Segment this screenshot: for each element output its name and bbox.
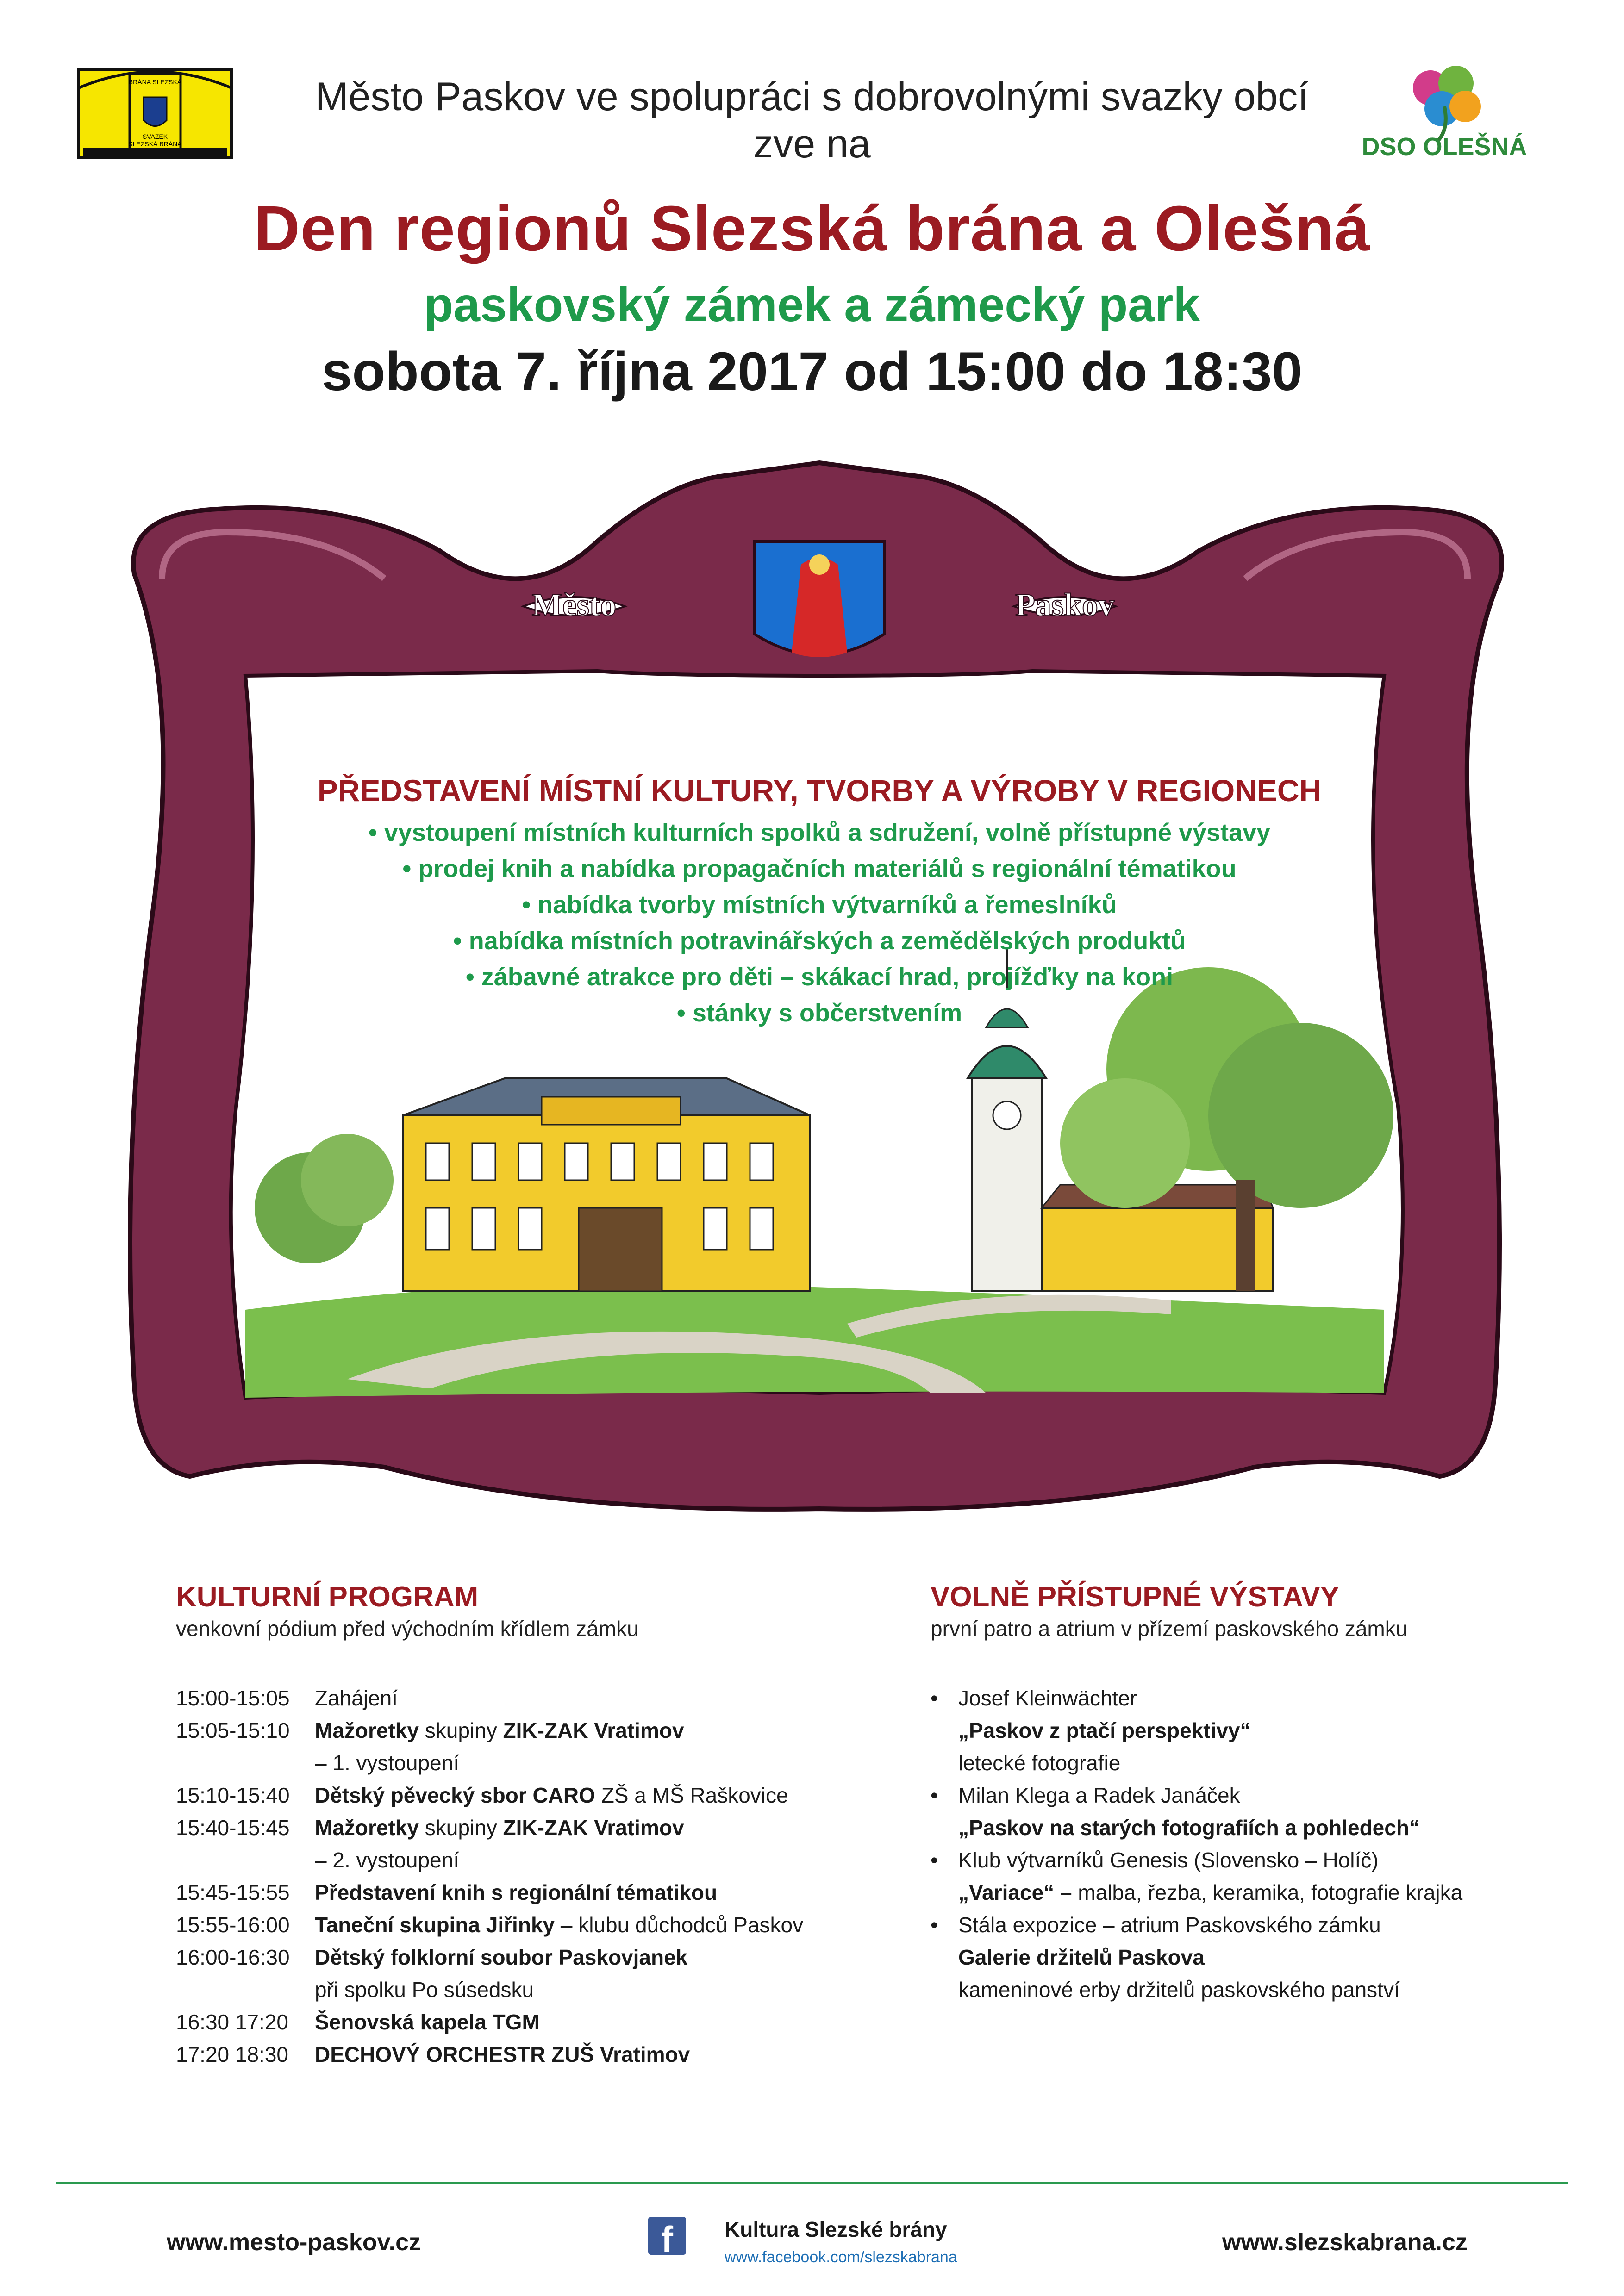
program-text: ZŠ a MŠ Raškovice <box>595 1783 788 1807</box>
exhibition-name: Galerie držitelů Paskova <box>958 1945 1205 1969</box>
exhibition-name: „Variace“ – <box>958 1880 1072 1904</box>
program-text: skupiny <box>418 1816 503 1840</box>
program-row <box>176 1811 917 1844</box>
exhibition-note: letecké fotografie <box>958 1751 1121 1775</box>
feature-item: • vystoupení místních kulturních spolků a sdružení, volně přístupné výstavy <box>368 819 1271 846</box>
program-performer: Představení knih s regionální tématikou <box>315 1880 718 1904</box>
exhibitions-subtitle: první patro a atrium v přízemí paskovského zámku <box>931 1617 1408 1641</box>
exhibition-item: • Stála expozice – atrium Paskovského zámku Galerie držitelů Paskova kameninové erby držitelů paskovského panství <box>931 1909 1579 2006</box>
program-row <box>176 1941 917 1973</box>
facebook-page-title: Kultura Slezské brány <box>725 2217 947 2241</box>
program-performer: ZIK-ZAK Vratimov <box>503 1816 684 1840</box>
program-time <box>176 1973 315 2006</box>
program-row <box>176 1714 917 1747</box>
program-time: 17:20 18:30 <box>176 2042 289 2066</box>
program-time: 16:30 17:20 <box>176 2010 289 2034</box>
exhibition-name: „Paskov na starých fotografiích a pohledech“ <box>958 1816 1420 1840</box>
exhibition-author: Stála expozice – atrium Paskovského zámku <box>958 1913 1381 1937</box>
exhibition-note: kameninové erby držitelů paskovského panství <box>958 1978 1400 2002</box>
exhibition-note: malba, řezba, keramika, fotografie krajka <box>1072 1880 1463 1904</box>
exhibition-name: „Paskov z ptačí perspektivy“ <box>958 1718 1251 1742</box>
program-text: skupiny <box>418 1718 503 1742</box>
program-time: 15:05-15:10 <box>176 1718 290 1742</box>
event-title: Den regionů Slezská brána a Olešná <box>254 193 1370 264</box>
feature-item: • stánky s občerstvením <box>676 999 962 1027</box>
frame-word-right: Paskov <box>1015 587 1114 623</box>
svg-text:SLEZSKÁ BRÁNA: SLEZSKÁ BRÁNA <box>128 140 182 148</box>
exhibition-item: • Milan Klega a Radek Janáček „Paskov na starých fotografiích a pohledech“ <box>931 1779 1579 1844</box>
svg-text:SVAZEK: SVAZEK <box>142 133 168 140</box>
exhibition-author: Josef Kleinwächter <box>958 1686 1137 1710</box>
exhibitions-title: VOLNĚ PŘÍSTUPNÉ VÝSTAVY <box>931 1581 1340 1613</box>
event-venue: paskovský zámek a zámecký park <box>424 278 1200 332</box>
program-time: 15:40-15:45 <box>176 1816 290 1840</box>
program-row <box>176 1909 917 1941</box>
intro-line: Město Paskov ve spolupráci s dobrovolnými svazky obcí <box>315 75 1309 119</box>
program-row <box>176 1747 917 1779</box>
frame-content <box>259 773 1380 1031</box>
program-row <box>176 1876 917 1909</box>
program-performer: DECHOVÝ ORCHESTR ZUŠ Vratimov <box>315 2042 690 2066</box>
program-text: – 2. vystoupení <box>315 1848 459 1872</box>
program-performer: ZIK-ZAK Vratimov <box>503 1718 684 1742</box>
program-time <box>176 1747 315 1779</box>
feature-item: • prodej knih a nabídka propagačních materiálů s regionální tématikou <box>402 855 1237 883</box>
program-performer: Mažoretky <box>315 1816 419 1840</box>
event-date: sobota 7. října 2017 od 15:00 do 18:30 <box>321 341 1303 402</box>
feature-item: • nabídka místních potravinářských a zemědělských produktů <box>453 927 1186 955</box>
program-performer: Šenovská kapela TGM <box>315 2010 540 2034</box>
program-list <box>176 1682 917 2071</box>
program-section <box>176 1580 917 2071</box>
program-title: KULTURNÍ PROGRAM <box>176 1581 479 1613</box>
program-time: 16:00-16:30 <box>176 1945 290 1969</box>
footer-divider <box>56 2182 1568 2184</box>
intro-invite: zve na <box>753 122 871 166</box>
facebook-icon[interactable]: f <box>648 2217 686 2255</box>
program-text: – 1. vystoupení <box>315 1751 459 1775</box>
svg-text:DSO OLEŠNÁ: DSO OLEŠNÁ <box>1362 133 1527 161</box>
footer-link-mesto-paskov[interactable]: www.mesto-paskov.cz <box>167 2229 421 2256</box>
program-time: 15:55-16:00 <box>176 1913 290 1937</box>
program-text: při spolku Po súsedsku <box>315 1978 534 2002</box>
exhibition-item: • Klub výtvarníků Genesis (Slovensko – Holíč) „Variace“ – malba, řezba, keramika, fotografie krajka <box>931 1844 1579 1909</box>
program-performer: Taneční skupina Jiřinky <box>315 1913 555 1937</box>
feature-item: • zábavné atrakce pro děti – skákací hrad, projížďky na koni <box>465 963 1174 991</box>
exhibitions-list <box>931 1682 1579 2006</box>
feature-item: • nabídka tvorby místních výtvarníků a řemeslníků <box>522 891 1117 919</box>
program-row <box>176 2038 917 2071</box>
facebook-link[interactable]: www.facebook.com/slezskabrana <box>725 2248 957 2266</box>
exhibition-author: Milan Klega a Radek Janáček <box>958 1783 1240 1807</box>
program-row <box>176 2006 917 2038</box>
program-subtitle: venkovní pódium před východním křídlem zámku <box>176 1617 639 1641</box>
program-text: Zahájení <box>315 1686 398 1710</box>
program-text: – klubu důchodců Paskov <box>555 1913 804 1937</box>
exhibition-item: • Josef Kleinwächter „Paskov z ptačí perspektivy“ letecké fotografie <box>931 1682 1579 1779</box>
svg-text:BRÁNA SLEZSKÁ: BRÁNA SLEZSKÁ <box>128 78 182 86</box>
exhibition-author: Klub výtvarníků Genesis (Slovensko – Holíč) <box>958 1848 1379 1872</box>
frame-word-left: Město <box>531 587 617 623</box>
exhibitions-section <box>931 1580 1579 2027</box>
program-performer: Dětský folklorní soubor Paskovjanek <box>315 1945 688 1969</box>
program-time: 15:10-15:40 <box>176 1783 290 1807</box>
program-row <box>176 1779 917 1811</box>
program-time: 15:00-15:05 <box>176 1686 290 1710</box>
program-time <box>176 1844 315 1876</box>
program-row <box>176 1973 917 2006</box>
footer-link-slezskabrana[interactable]: www.slezskabrana.cz <box>1222 2229 1468 2256</box>
program-row <box>176 1844 917 1876</box>
program-performer: Dětský pěvecký sbor CARO <box>315 1783 595 1807</box>
frame-heading: PŘEDSTAVENÍ MÍSTNÍ KULTURY, TVORBY A VÝROBY V REGIONECH <box>317 773 1322 808</box>
program-performer: Mažoretky <box>315 1718 419 1742</box>
program-row <box>176 1682 917 1714</box>
program-time: 15:45-15:55 <box>176 1880 290 1904</box>
